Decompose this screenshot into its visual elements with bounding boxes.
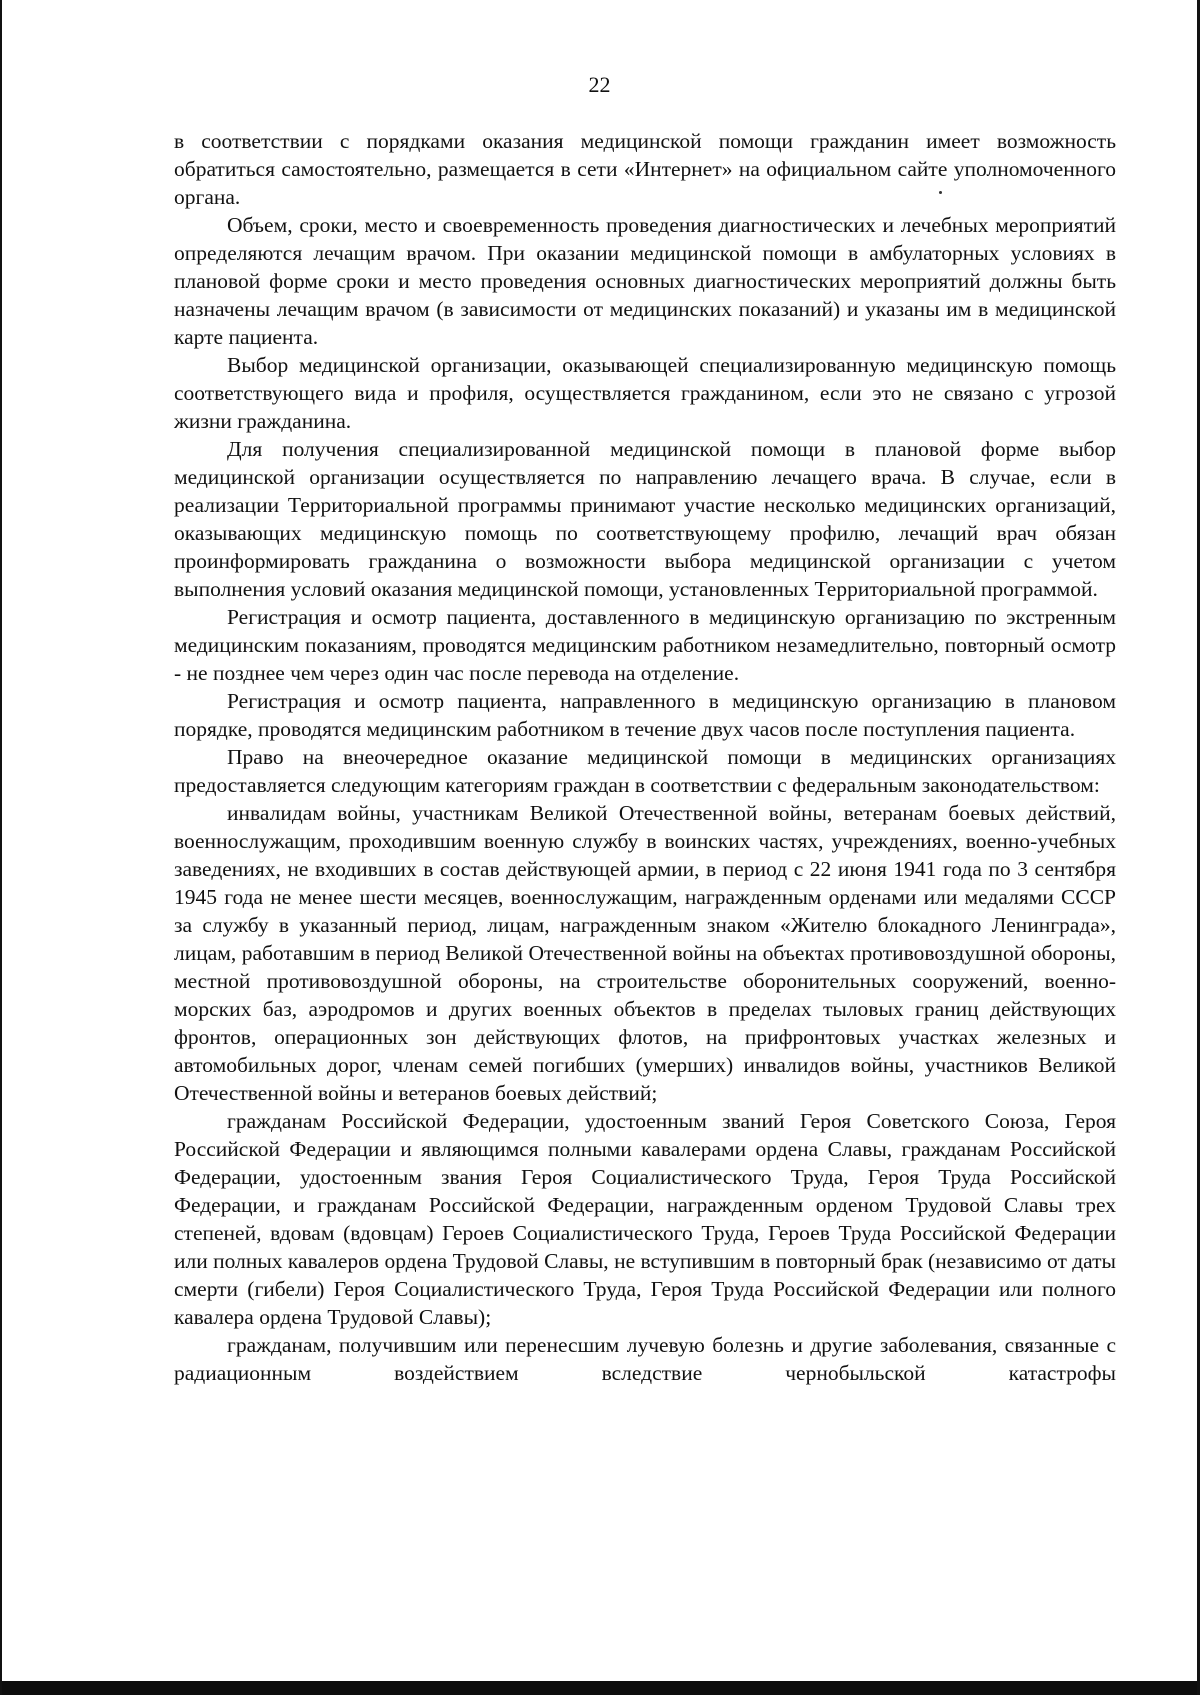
paragraph-choice-of-organization: Выбор медицинской организации, оказывающей специализированную медицинскую помощь соответствующего вида и профиля, осуществляется гражданином, если это не связано с угрозой жизни гражданина. [174,353,1116,433]
paragraph-continuation: в соответствии с порядками оказания медицинской помощи гражданин имеет возможность обратиться самостоятельно, размещается в сети «Интернет» на официальном сайте уполномоченного органа. [174,129,1116,209]
paragraph-diagnostic-measures: Объем, сроки, место и своевременность проведения диагностических и лечебных мероприятий определяются лечащим врачом. При оказании медицинской помощи в амбулаторных условиях в плановой форме сроки и место проведения основных диагностических мероприятий должны быть назначены лечащим врачом (в зависимости от медицинских показаний) и указаны им в медицинской карте пациента. [174,213,1116,349]
paragraph-emergency-registration: Регистрация и осмотр пациента, доставленного в медицинскую организацию по экстренным медицинским показаниям, проводятся медицинским работником незамедлительно, повторный осмотр - не позднее чем через один час после перевода на отделение. [174,605,1116,685]
paragraph-war-veterans: инвалидам войны, участникам Великой Отечественной войны, ветеранам боевых действий, военнослужащим, проходившим военную службу в воинских частях, учреждениях, военно-учебных заведениях, не входивших в состав действующей армии, в период с 22 июня 1941 года по 3 сентября 1945 года не менее шести месяцев, военнослужащим, награжденным орденами или медалями СССР за службу в указанный период, лицам, награжденным знаком «Жителю блокадного Ленинграда», лицам, работавшим в период Великой Отечественной войны на объектах противовоздушной обороны, местной противовоздушной обороны, на строительстве оборонительных сооружений, военно-морских баз, аэродромов и других военных объектов в пределах тыловых границ действующих фронтов, операционных зон действующих флотов, на прифронтовых участках железных и автомобильных дорог, членам семей погибших (умерших) инвалидов войны, участников Великой Отечественной войны и ветеранов боевых действий; [174,801,1116,1105]
scan-bottom-edge [2,1681,1197,1695]
paragraph-planned-registration: Регистрация и осмотр пациента, направленного в медицинскую организацию в плановом порядке, проводятся медицинским работником в течение двух часов после поступления пациента. [174,689,1116,741]
page-number: 22 [588,72,611,97]
paragraph-priority-care-right: Право на внеочередное оказание медицинской помощи в медицинских организациях предоставляется следующим категориям граждан в соответствии с федеральным законодательством: [174,745,1116,797]
paragraph-specialized-care-referral: Для получения специализированной медицинской помощи в плановой форме выбор медицинской организации осуществляется по направлению лечащего врача. В случае, если в реализации Территориальной программы принимают участие несколько медицинских организаций, оказывающих медицинскую помощь по соответствующему профилю, лечащий врач обязан проинформировать гражданина о возможности выбора медицинской организации с учетом выполнения условий оказания медицинской помощи, установленных Территориальной программой. [174,437,1116,601]
scan-speck [939,191,942,194]
paragraph-heroes: гражданам Российской Федерации, удостоенным званий Героя Советского Союза, Героя Российской Федерации и являющимся полными кавалерами ордена Славы, гражданам Российской Федерации, удостоенным звания Героя Социалистического Труда, Героя Труда Российской Федерации, и гражданам Российской Федерации, награжденным орденом Трудовой Славы трех степеней, вдовам (вдовцам) Героев Социалистического Труда, Героев Труда Российской Федерации или полных кавалеров ордена Трудовой Славы, не вступившим в повторный брак (независимо от даты смерти (гибели) Героя Социалистического Труда, Героя Труда Российской Федерации или полного кавалера ордена Трудовой Славы); [174,1109,1116,1329]
paragraph-chernobyl: гражданам, получившим или перенесшим лучевую болезнь и другие заболевания, связанные с радиационным воздействием вследствие чернобыльской катастрофы [174,1333,1116,1385]
document-body [174,127,1116,1387]
